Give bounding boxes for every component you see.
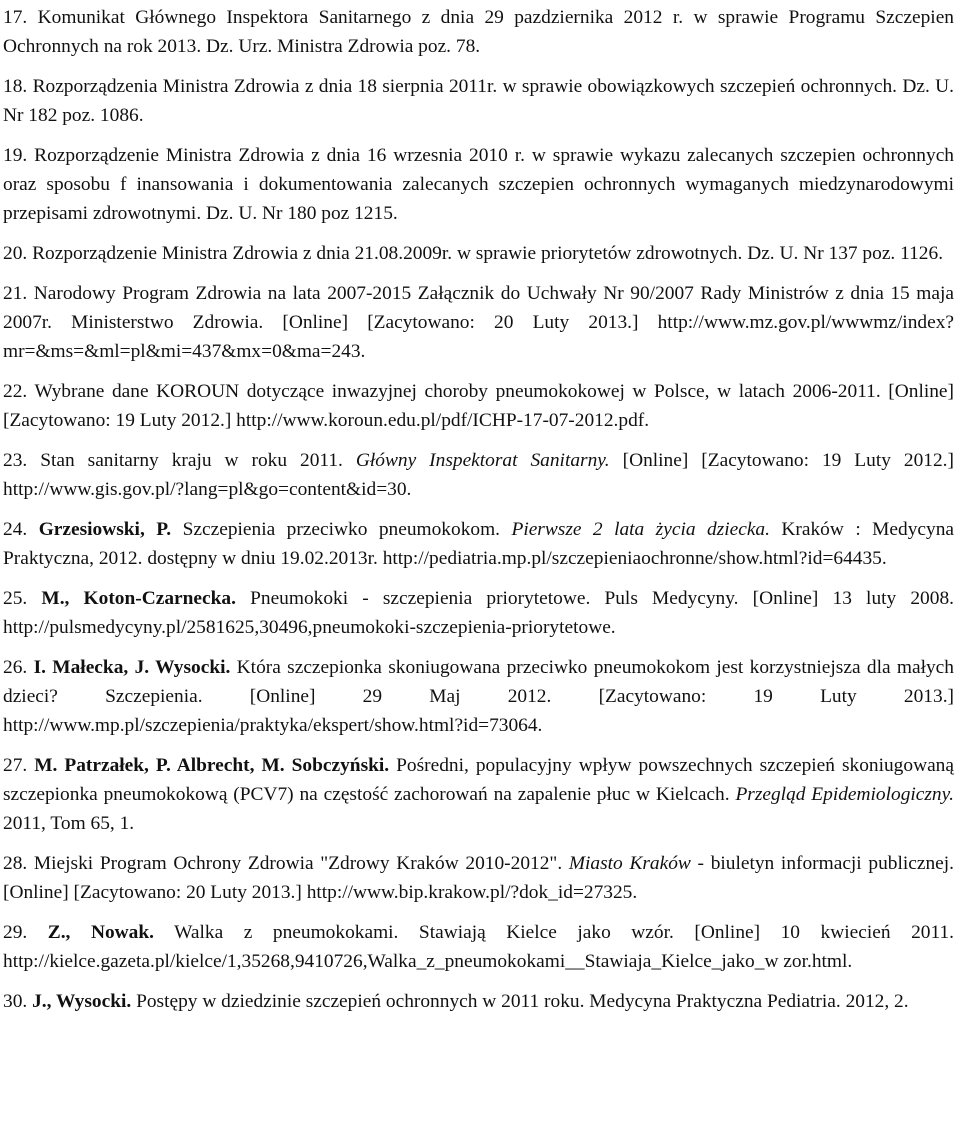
reference-text: 27. [3,755,35,776]
reference-text: 18. Rozporządzenia Ministra Zdrowia z dnia 18 sierpnia 2011r. w sprawie obowiązkowych szczepień ochronnych. Dz. U. Nr 182 poz. 1086. [3,76,954,126]
reference-text: Szczepienia przeciwko pneumokokom. [171,519,512,540]
reference-23 [3,446,954,504]
reference-28 [3,849,954,907]
reference-text: Postępy w dziedzinie szczepień ochronnych w 2011 roku. Medycyna Praktyczna Pediatria. 2012, 2. [131,991,909,1012]
reference-25 [3,584,954,642]
reference-text: 28. Miejski Program Ochrony Zdrowia "Zdrowy Kraków 2010-2012". [3,853,569,874]
reference-text: Kraków : Medycyna Praktyczna, 2012. dostępny w dniu 19.02.2013r. http://pediatria.mp.pl/szczepieniaochronne/show.html?id=64435. [3,519,954,569]
reference-22 [3,377,954,435]
reference-text: 24. [3,519,39,540]
reference-text: 23. Stan sanitarny kraju w roku 2011. [3,450,356,471]
reference-text: 20. Rozporządzenie Ministra Zdrowia z dnia 21.08.2009r. w sprawie priorytetów zdrowotnych. Dz. U. Nr 137 poz. 1126. [3,243,944,264]
reference-19 [3,141,954,228]
reference-authors: Z., Nowak. [47,922,154,943]
reference-text: [Online] [Zacytowano: 19 Luty 2012.] http://www.gis.gov.pl/?lang=pl&go=content&id=30. [3,450,954,500]
reference-text: Walka z pneumokokami. Stawiają Kielce jako wzór. [Online] 10 kwiecień 2011. http://kielce.gazeta.pl/kielce/1,35268,9410726,Walka_z_pneumokokami__Stawiaja_Kielce_jako_w zor.html. [3,922,954,972]
reference-text: 17. Komunikat Głównego Inspektora Sanitarnego z dnia 29 pazdziernika 2012 r. w sprawie Programu Szczepien Ochronnych na rok 2013. Dz. Urz. Ministra Zdrowia poz. 78. [3,7,954,57]
reference-authors: M., Koton-Czarnecka. [41,588,236,609]
reference-text: Która szczepionka skoniugowana przeciwko pneumokokom jest korzystniejsza dla małych dzieci? Szczepienia. [Online] 29 Maj 2012. [Zacytowano: 19 Luty 2013.] http://www.mp.pl/szczepienia/praktyka/ekspert/show.html?id=73064. [3,657,954,736]
reference-text: 25. [3,588,42,609]
reference-authors: I. Małecka, J. Wysocki. [33,657,231,678]
reference-authors: M. Patrzałek, P. Albrecht, M. Sobczyński. [34,755,390,776]
reference-text: - biuletyn informacji publicznej. [Online] [Zacytowano: 20 Luty 2013.] http://www.bip.krakow.pl/?dok_id=27325. [3,853,955,903]
reference-text: 22. Wybrane dane KOROUN dotyczące inwazyjnej choroby pneumokokowej w Polsce, w latach 2006-2011. [Online] [Zacytowano: 19 Luty 2012.] http://www.koroun.edu.pl/pdf/ICHP-17-07-2012.pdf. [3,381,954,431]
reference-20 [3,239,954,268]
reference-30 [3,987,954,1016]
reference-27 [3,751,954,838]
reference-authors: J., Wysocki. [32,991,132,1012]
reference-text: Pneumokoki - szczepienia priorytetowe. Puls Medycyny. [Online] 13 luty 2008. http://pulsmedycyny.pl/2581625,30496,pneumokoki-szczepienia-priorytetowe. [3,588,954,638]
reference-authors: Grzesiowski, P. [38,519,172,540]
reference-21 [3,279,954,366]
reference-17 [3,3,954,61]
reference-text: 30. [3,991,33,1012]
reference-source: Miasto Kraków [568,853,691,874]
reference-text: 29. [3,922,48,943]
reference-text: 21. Narodowy Program Zdrowia na lata 2007-2015 Załącznik do Uchwały Nr 90/2007 Rady Ministrów z dnia 15 maja 2007r. Ministerstwo Zdrowia. [Online] [Zacytowano: 20 Luty 2013.] http://www.mz.gov.pl/wwwmz/index?mr=&ms=&ml=pl&mi=437&mx=0&ma=243. [3,283,954,362]
reference-29 [3,918,954,976]
reference-text: 26. [3,657,34,678]
reference-text: Pośredni, populacyjny wpływ powszechnych szczepień skoniugowaną szczepionka pneumokokową (PCV7) na częstość zachorowań na zapalenie płuc w Kielcach. [3,755,954,805]
reference-24 [3,515,954,573]
reference-source: Przegląd Epidemiologiczny. [735,784,955,805]
reference-26 [3,653,954,740]
reference-text: 19. Rozporządzenie Ministra Zdrowia z dnia 16 wrzesnia 2010 r. w sprawie wykazu zalecanych szczepien ochronnych oraz sposobu f inansowania i dokumentowania zalecanych szczepien ochronnych wymaganych miedzynarodowymi przepisami zdrowotnymi. Dz. U. Nr 180 poz 1215. [3,145,954,224]
reference-18 [3,72,954,130]
reference-source: Główny Inspektorat Sanitarny. [355,450,610,471]
reference-source: Pierwsze 2 lata życia dziecka. [511,519,770,540]
reference-text: 2011, Tom 65, 1. [3,813,135,834]
